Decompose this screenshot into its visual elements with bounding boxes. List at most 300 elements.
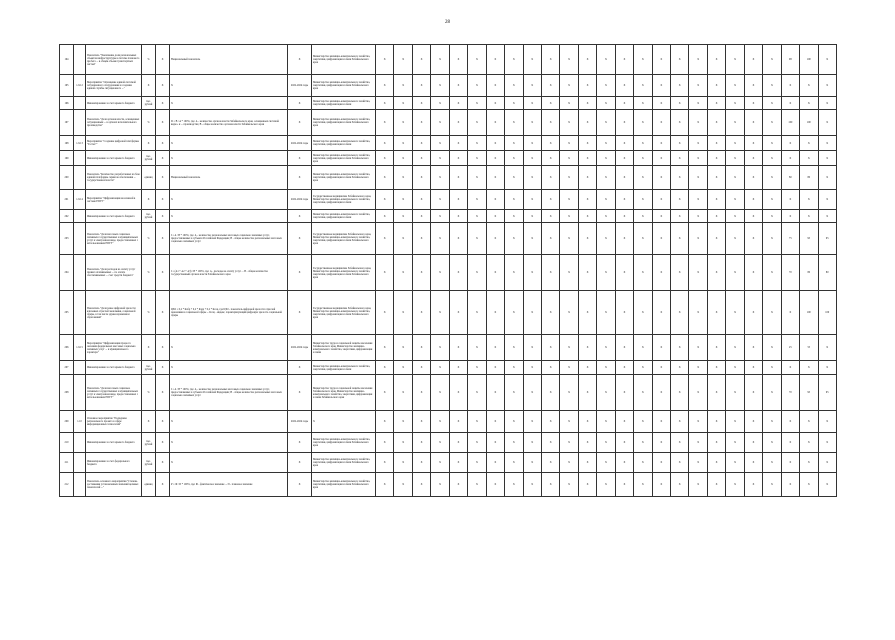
row-code [74, 453, 86, 473]
row-unit: X [142, 75, 156, 97]
row-value: X [671, 136, 689, 151]
row-value: X [707, 473, 725, 497]
row-value: X [707, 136, 725, 151]
row-value: X [505, 361, 523, 375]
row-period: X [288, 375, 312, 411]
row-value: X [615, 210, 633, 223]
table-row [60, 433, 837, 453]
row-number: 199 [60, 151, 74, 166]
row-period: X [288, 453, 312, 473]
row-value: X [671, 110, 689, 136]
row-value: X [431, 151, 449, 166]
row-value: X [671, 291, 689, 335]
row-value: X [449, 433, 467, 453]
row-value: X [744, 335, 762, 361]
row-value: X [615, 473, 633, 497]
row-value: X [597, 110, 615, 136]
program-table [59, 44, 837, 497]
page-number: 28 [445, 20, 450, 25]
row-value: X [634, 190, 652, 210]
row-value: X [541, 210, 559, 223]
row-formula: X [170, 433, 288, 453]
row-value: X [449, 473, 467, 497]
row-value: X [671, 411, 689, 433]
row-value: X [744, 210, 762, 223]
row-value: X [615, 411, 633, 433]
row-value: X [523, 375, 541, 411]
row-value: X [468, 97, 486, 110]
row-value: X [449, 166, 467, 190]
row-responsible: Министерство жилищно-коммунального хозяйства, энергетики, цифровизации и связи [312, 361, 376, 375]
row-period: X [288, 210, 312, 223]
row-value: X [394, 411, 412, 433]
row-value: X [744, 223, 762, 255]
row-value: X [707, 335, 725, 361]
row-number: 209 [60, 411, 74, 433]
row-value: X [394, 210, 412, 223]
row-formula: I = (А1 + А2 + А3) / B * 100%, где: А - расходы на оплату услуг ... В - общее количество государственный органов власти Забайкальского края [170, 255, 288, 291]
row-value: X [523, 166, 541, 190]
row-value: 95 [818, 375, 836, 411]
table-row [60, 453, 837, 473]
row-value: X [744, 75, 762, 97]
row-formula: Национальный показатель [170, 45, 288, 75]
row-value: X [412, 223, 430, 255]
row-code [74, 166, 86, 190]
row-value: X [597, 433, 615, 453]
row-value: 80 [800, 166, 818, 190]
row-unit: тыс. рублей [142, 151, 156, 166]
row-value: X [634, 45, 652, 75]
row-value: X [486, 136, 504, 151]
row-value: X [652, 210, 670, 223]
row-value: X [634, 110, 652, 136]
row-value: X [505, 166, 523, 190]
row-value: X [800, 433, 818, 453]
row-value: X [505, 255, 523, 291]
row-value: X [652, 190, 670, 210]
row-value: X [523, 335, 541, 361]
row-value: X [689, 110, 707, 136]
row-value: X [744, 166, 762, 190]
row-value: X [412, 136, 430, 151]
row-marker: X [156, 45, 170, 75]
row-value: X [449, 255, 467, 291]
row-formula: X [170, 97, 288, 110]
row-value: X [726, 361, 744, 375]
row-value: X [726, 45, 744, 75]
row-value: X [449, 75, 467, 97]
row-description: Показатель "Доля массовых социально значимых государственных и муниципальных услуг в электронном виде, предоставленных с использованием ЕПГУ" [86, 223, 142, 255]
row-marker: X [156, 473, 170, 497]
row-value: X [412, 335, 430, 361]
row-marker: X [156, 411, 170, 433]
row-value: X [468, 136, 486, 151]
row-value: X [541, 411, 559, 433]
row-value: X [707, 166, 725, 190]
row-value: X [505, 223, 523, 255]
row-value: X [578, 110, 596, 136]
row-period: X [288, 433, 312, 453]
row-value: X [800, 361, 818, 375]
row-value: X [689, 136, 707, 151]
row-value: X [523, 411, 541, 433]
row-value: X [376, 223, 394, 255]
row-unit: X [142, 190, 156, 210]
row-value: X [671, 223, 689, 255]
row-value: X [671, 433, 689, 453]
row-value: X [597, 151, 615, 166]
row-value: X [578, 291, 596, 335]
row-value: X [431, 375, 449, 411]
table-row [60, 75, 837, 97]
row-value: X [560, 151, 578, 166]
row-formula: X [170, 75, 288, 97]
row-value: X [449, 110, 467, 136]
row-value: X [505, 453, 523, 473]
row-formula: I = A / B * 100%, где: А - количество региональных массовых социально значимых услуг, предоставляемых в субъекте Российской Федерации; В - общее количество региональных массовых социально значимых услуг [170, 223, 288, 255]
row-value: X [394, 453, 412, 473]
row-value: X [652, 361, 670, 375]
row-value: X [376, 210, 394, 223]
table-row [60, 166, 837, 190]
row-unit: % [142, 291, 156, 335]
row-value: X [412, 291, 430, 335]
row-value: X [412, 210, 430, 223]
row-value: X [689, 291, 707, 335]
row-value: X [726, 151, 744, 166]
row-unit: % [142, 375, 156, 411]
row-responsible: Министерство жилищно-коммунального хозяйства, энергетики, цифровизации и связи Забайкальского края [312, 166, 376, 190]
row-value: X [394, 97, 412, 110]
row-value: X [634, 210, 652, 223]
row-value: X [800, 210, 818, 223]
row-value: X [726, 335, 744, 361]
row-value: X [781, 453, 799, 473]
row-responsible: Министерство труда и социальной защиты населения Забайкальского края, Министерство жилищно-коммунального хозяйства, энергетики, цифровизации и связи [312, 335, 376, 361]
row-value: X [818, 210, 836, 223]
row-value: X [468, 291, 486, 335]
row-description: Финансирование за счет краевого бюджета [86, 433, 142, 453]
row-value: X [763, 291, 781, 335]
row-marker: X [156, 136, 170, 151]
row-value: X [781, 433, 799, 453]
row-value: X [560, 375, 578, 411]
row-value: X [726, 75, 744, 97]
row-period: X [288, 361, 312, 375]
row-value: X [615, 190, 633, 210]
row-value: X [615, 45, 633, 75]
row-value: X [818, 166, 836, 190]
row-value: X [689, 97, 707, 110]
row-value: X [541, 136, 559, 151]
row-value: X [578, 375, 596, 411]
row-value: X [486, 375, 504, 411]
row-period: X [288, 473, 312, 497]
row-value: X [523, 45, 541, 75]
row-value: X [412, 433, 430, 453]
table-row [60, 97, 837, 110]
row-value: X [763, 255, 781, 291]
row-value: X [431, 453, 449, 473]
row-value: X [634, 361, 652, 375]
row-marker: X [156, 223, 170, 255]
row-value: X [578, 453, 596, 473]
row-value: X [376, 411, 394, 433]
row-value: X [523, 361, 541, 375]
row-value: X [486, 75, 504, 97]
row-value: X [394, 433, 412, 453]
row-code [74, 210, 86, 223]
row-unit: % [142, 110, 156, 136]
row-value: X [523, 255, 541, 291]
row-formula: X [170, 335, 288, 361]
row-value: X [523, 433, 541, 453]
table-row [60, 223, 837, 255]
row-formula: D = B / A * 100%, где: А - количество органов власти Забайкальского края, оснащенных системой видео- и ... производства; B - общее количество органов власти Забайкальского края [170, 110, 288, 136]
row-value: X [597, 190, 615, 210]
row-value: X [634, 291, 652, 335]
row-value: X [707, 291, 725, 335]
row-value: X [800, 411, 818, 433]
row-value: 80 [800, 255, 818, 291]
row-value: X [689, 453, 707, 473]
row-code [74, 45, 86, 75]
row-value: X [431, 335, 449, 361]
row-responsible: Министерство жилищно-коммунального хозяйства, энергетики, цифровизации и связи Забайкальского края [312, 453, 376, 473]
row-description: Финансирование за счет краевого бюджета [86, 151, 142, 166]
row-value: X [578, 433, 596, 453]
row-value: X [486, 473, 504, 497]
row-value: X [468, 75, 486, 97]
row-value: X [744, 375, 762, 411]
row-value: X [597, 291, 615, 335]
row-value: X [726, 190, 744, 210]
row-value: 95 [800, 375, 818, 411]
row-value: X [523, 473, 541, 497]
row-value: X [523, 75, 541, 97]
row-value: X [671, 190, 689, 210]
row-value: X [376, 151, 394, 166]
table-row [60, 45, 837, 75]
row-value: X [412, 110, 430, 136]
row-value: X [671, 453, 689, 473]
row-value: X [707, 45, 725, 75]
row-value: X [763, 136, 781, 151]
row-value: X [412, 45, 430, 75]
row-value: X [376, 75, 394, 97]
row-value: X [431, 97, 449, 110]
row-value: X [578, 335, 596, 361]
row-unit: тыс. рублей [142, 210, 156, 223]
table-row [60, 151, 837, 166]
row-value: 100 [800, 110, 818, 136]
row-unit: тыс. рублей [142, 97, 156, 110]
row-value: X [541, 45, 559, 75]
row-value: X [652, 453, 670, 473]
row-value: X [449, 210, 467, 223]
row-value: X [449, 453, 467, 473]
row-responsible: Министерство труда и социальной защиты населения Забайкальского края, Министерство жилищно-коммунального хозяйства, энергетики, цифровизации и связи Забайкальского края [312, 375, 376, 411]
row-value: X [486, 433, 504, 453]
row-value: X [763, 190, 781, 210]
row-value: X [689, 45, 707, 75]
row-value: X [726, 136, 744, 151]
row-value: X [634, 223, 652, 255]
row-value: X [800, 190, 818, 210]
row-description: Показатель основного мероприятия "Степень достижения установленных значений целевых показателей ..." [86, 473, 142, 497]
row-value: X [578, 411, 596, 433]
row-value: X [468, 110, 486, 136]
row-value: X [376, 45, 394, 75]
row-responsible: Министерство жилищно-коммунального хозяйства, энергетики, цифровизации и связи Забайкальского края [312, 45, 376, 75]
row-value: X [726, 97, 744, 110]
row-value: X [689, 473, 707, 497]
table-row [60, 190, 837, 210]
row-value: X [689, 190, 707, 210]
row-value: X [781, 411, 799, 433]
row-value: X [505, 151, 523, 166]
table-row [60, 136, 837, 151]
row-value: X [597, 375, 615, 411]
row-value: X [615, 255, 633, 291]
row-value: X [560, 97, 578, 110]
row-value: X [394, 361, 412, 375]
row-value: X [486, 453, 504, 473]
row-value: X [394, 291, 412, 335]
row-value: X [578, 473, 596, 497]
row-value: X [486, 45, 504, 75]
row-value: X [431, 210, 449, 223]
row-value: X [376, 136, 394, 151]
row-value: X [578, 45, 596, 75]
row-value: X [726, 433, 744, 453]
row-value: X [818, 97, 836, 110]
row-value: X [689, 335, 707, 361]
row-value: X [781, 473, 799, 497]
row-code [74, 361, 86, 375]
row-value: X [707, 190, 725, 210]
row-responsible: Министерство жилищно-коммунального хозяйства, энергетики, цифровизации и связи [312, 136, 376, 151]
row-value: X [726, 223, 744, 255]
table-row [60, 335, 837, 361]
row-value: X [726, 453, 744, 473]
row-value: X [763, 75, 781, 97]
row-value: X [671, 166, 689, 190]
row-period: X [288, 223, 312, 255]
row-value: X [707, 110, 725, 136]
row-value: X [486, 223, 504, 255]
row-number: 194 [60, 45, 74, 75]
row-value: X [744, 136, 762, 151]
row-value: X [726, 291, 744, 335]
row-value: X [800, 151, 818, 166]
row-value: X [578, 75, 596, 97]
row-code [74, 375, 86, 411]
row-formula: Р = Ф / П * 100%, где: Ф - фактическое значение ... П - плановое значение [170, 473, 288, 497]
row-value: X [449, 151, 467, 166]
row-value: X [652, 411, 670, 433]
row-value: X [394, 335, 412, 361]
row-value: X [468, 210, 486, 223]
row-period: 2022-2024 годы [288, 190, 312, 210]
row-value: X [652, 291, 670, 335]
row-value: X [523, 190, 541, 210]
row-value: X [412, 255, 430, 291]
row-value: X [652, 151, 670, 166]
row-responsible: X [312, 411, 376, 433]
row-period: 2022-2024 годы [288, 136, 312, 151]
row-formula: X [170, 136, 288, 151]
row-value: X [744, 190, 762, 210]
row-value: X [523, 291, 541, 335]
row-value: X [376, 453, 394, 473]
row-value: X [578, 361, 596, 375]
row-code: 1.10 [74, 411, 86, 433]
row-value: X [468, 473, 486, 497]
row-marker: X [156, 335, 170, 361]
row-value: X [634, 97, 652, 110]
row-value: X [449, 97, 467, 110]
row-value: X [671, 335, 689, 361]
row-value: X [431, 433, 449, 453]
row-value: X [578, 151, 596, 166]
row-value: X [560, 223, 578, 255]
row-value: X [818, 110, 836, 136]
row-code [74, 473, 86, 497]
row-value: X [744, 453, 762, 473]
row-value: X [671, 151, 689, 166]
row-value: X [615, 136, 633, 151]
row-value: X [541, 110, 559, 136]
row-value: X [449, 291, 467, 335]
row-code: 1.9.15 [74, 335, 86, 361]
row-value: X [671, 255, 689, 291]
row-value: 25 [781, 335, 799, 361]
row-code [74, 223, 86, 255]
row-value: X [615, 110, 633, 136]
row-value: X [486, 190, 504, 210]
row-number: 206 [60, 335, 74, 361]
row-value: X [615, 97, 633, 110]
row-value: X [468, 335, 486, 361]
row-value: X [597, 453, 615, 473]
row-value: X [707, 75, 725, 97]
row-value: X [505, 411, 523, 433]
row-code [74, 255, 86, 291]
row-value: X [634, 375, 652, 411]
row-value: X [689, 361, 707, 375]
row-value: X [763, 223, 781, 255]
row-number: 200 [60, 166, 74, 190]
row-value: X [763, 375, 781, 411]
row-value: X [541, 335, 559, 361]
row-number: 211 [60, 453, 74, 473]
row-value: X [634, 433, 652, 453]
row-formula: X [170, 411, 288, 433]
row-value: X [744, 411, 762, 433]
row-marker: X [156, 151, 170, 166]
row-unit: единиц [142, 473, 156, 497]
row-number: 207 [60, 361, 74, 375]
row-value: X [818, 75, 836, 97]
row-value: X [744, 433, 762, 453]
row-value: X [578, 97, 596, 110]
row-value: X [376, 433, 394, 453]
row-value: X [763, 411, 781, 433]
row-value: X [615, 453, 633, 473]
row-value: X [818, 335, 836, 361]
